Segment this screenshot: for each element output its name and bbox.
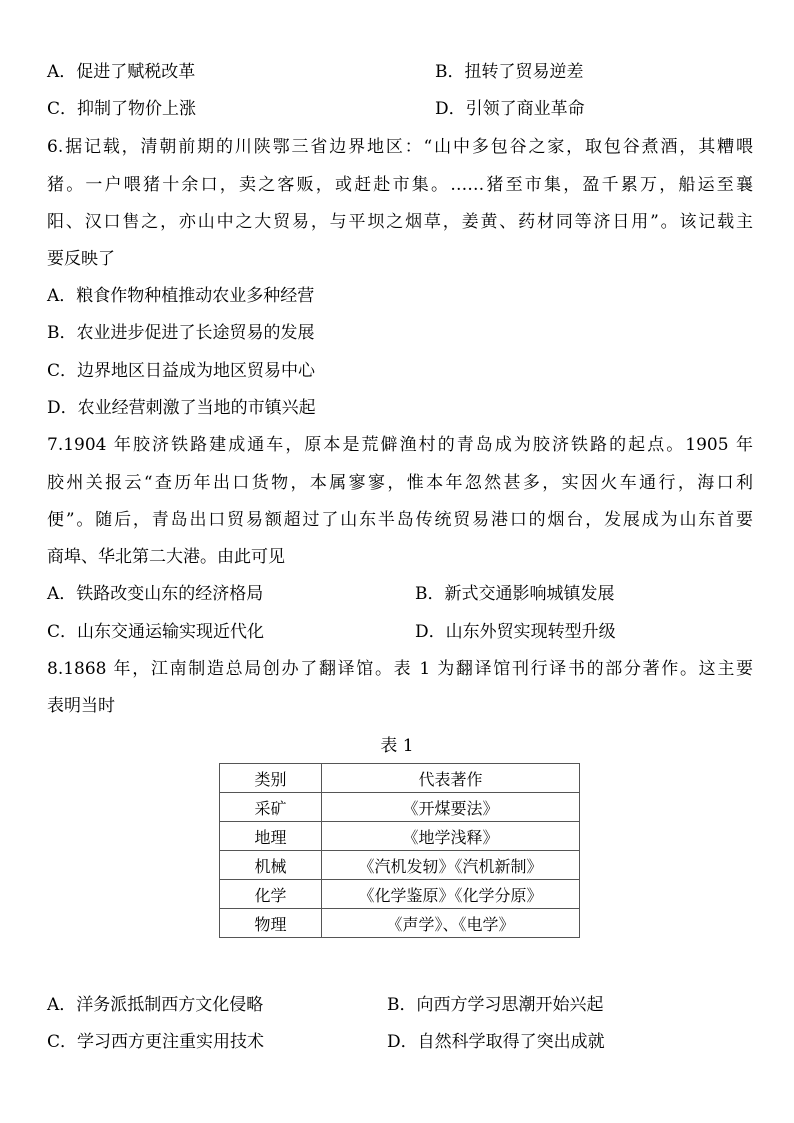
q8-option-a: A．洋务派抵制西方文化侵略 (47, 995, 264, 1015)
table-cell-works: 《汽机发轫》《汽机新制》 (322, 851, 580, 880)
q6-option-b: B．农业进步促进了长途贸易的发展 (47, 323, 315, 343)
q8-option-c: C．学习西方更注重实用技术 (47, 1032, 265, 1052)
table-header-works: 代表著作 (322, 764, 580, 793)
q6-stem-line-2: 猪。一户喂猪十余口，卖之客贩，或赶赴市集。……猪至市集，盈千累万，船运至襄 (47, 175, 753, 195)
table-cell-works: 《开煤要法》 (322, 793, 580, 822)
q8-option-b: B．向西方学习思潮开始兴起 (387, 995, 604, 1015)
q8-options-row-1 (47, 994, 767, 1016)
q7-options-row-2 (47, 621, 767, 643)
table-row (220, 822, 580, 851)
table-cell-works: 《地学浅释》 (322, 822, 580, 851)
q7-stem-line-2: 胶州关报云“查历年出口货物，本属寥寥，惟本年忽然甚多，实因火车通行，海口利 (47, 473, 753, 493)
q7-options-row-1 (47, 583, 767, 605)
q7-option-a: A．铁路改变山东的经济格局 (47, 584, 264, 604)
q7-stem-line-4: 商埠、华北第二大港。由此可见 (47, 547, 285, 567)
table-row (220, 793, 580, 822)
q8-options-row-2 (47, 1031, 767, 1053)
q5-option-c: C．抑制了物价上涨 (47, 99, 197, 119)
table-row (220, 880, 580, 909)
q5-options-row-1 (47, 61, 767, 83)
q5-options-row-2 (47, 98, 767, 120)
table-caption: 表 1 (380, 736, 414, 756)
q8-stem-line-2: 表明当时 (47, 696, 115, 716)
q8-stem-line-1: 8.1868 年，江南制造总局创办了翻译馆。表 1 为翻译馆刊行译书的部分著作。这主要 (47, 659, 753, 679)
table-cell-category: 采矿 (220, 793, 322, 822)
table-header-row (220, 764, 580, 793)
q5-option-a: A．促进了赋税改革 (47, 62, 196, 82)
q7-option-c: C．山东交通运输实现近代化 (47, 622, 265, 642)
table-row (220, 851, 580, 880)
q7-stem-line-3: 便”。随后，青岛出口贸易额超过了山东半岛传统贸易港口的烟台，发展成为山东首要 (47, 510, 753, 530)
table-cell-category: 物理 (220, 909, 322, 938)
table-cell-category: 化学 (220, 880, 322, 909)
table-cell-category: 机械 (220, 851, 322, 880)
q6-option-c: C．边界地区日益成为地区贸易中心 (47, 361, 316, 381)
table-cell-category: 地理 (220, 822, 322, 851)
q6-stem-line-3: 阳、汉口售之，亦山中之大贸易，与平坝之烟草，姜黄、药材同等济日用”。该记载主 (47, 212, 753, 232)
q6-option-a: A．粮食作物种植推动农业多种经营 (47, 286, 315, 306)
q5-option-d: D．引领了商业革命 (435, 99, 585, 119)
q7-option-d: D．山东外贸实现转型升级 (415, 622, 616, 642)
table-row (220, 909, 580, 938)
q5-option-b: B．扭转了贸易逆差 (435, 62, 584, 82)
q6-stem-line-1: 6.据记载，清朝前期的川陕鄂三省边界地区：“山中多包谷之家，取包谷煮酒，其糟喂 (47, 137, 753, 157)
table-cell-works: 《化学鉴原》《化学分原》 (322, 880, 580, 909)
q6-option-d: D．农业经营刺激了当地的市镇兴起 (47, 398, 316, 418)
q6-stem-line-4: 要反映了 (47, 249, 115, 269)
table-header-category: 类别 (220, 764, 322, 793)
q7-stem-line-1: 7.1904 年胶济铁路建成通车，原本是荒僻渔村的青岛成为胶济铁路的起点。1905 年 (47, 435, 753, 455)
translation-books-table (219, 763, 580, 938)
q7-option-b: B．新式交通影响城镇发展 (415, 584, 615, 604)
table-cell-works: 《声学》、《电学》 (322, 909, 580, 938)
q8-option-d: D．自然科学取得了突出成就 (387, 1032, 605, 1052)
